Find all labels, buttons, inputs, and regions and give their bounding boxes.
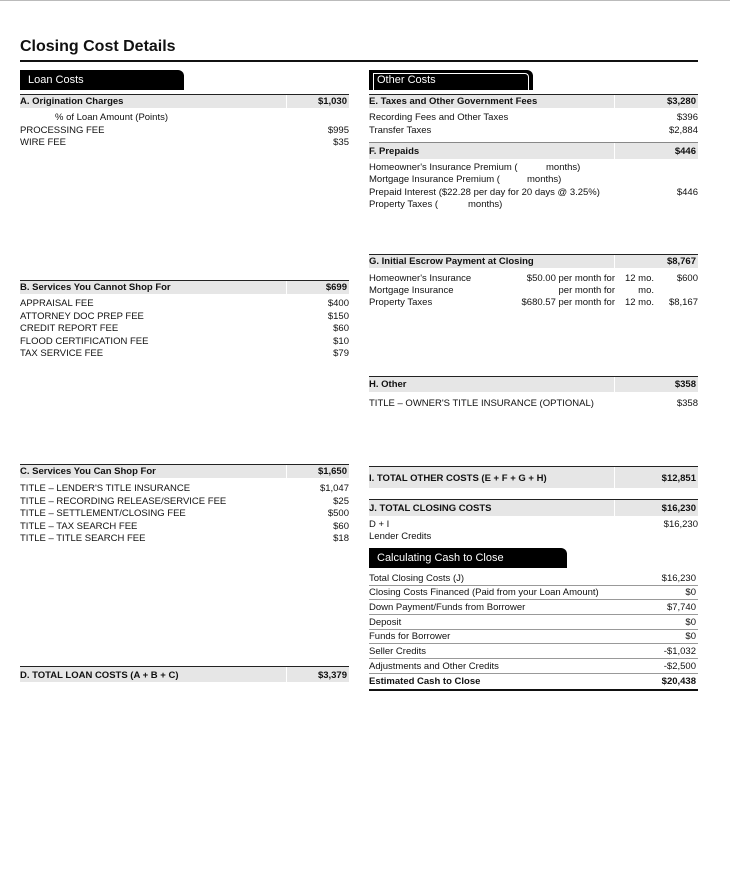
a-item-amount: $35 bbox=[333, 137, 349, 148]
cash-row-label: Deposit bbox=[369, 617, 402, 628]
g-item-rate: $50.00 per month for bbox=[526, 273, 615, 284]
cash-total-label: Estimated Cash to Close bbox=[369, 676, 481, 687]
section-f-label: F. Prepaids bbox=[369, 146, 420, 157]
section-d-total: $3,379 bbox=[317, 670, 347, 681]
b-item-amount: $60 bbox=[333, 323, 349, 334]
section-c-label: C. Services You Can Shop For bbox=[20, 466, 156, 477]
section-a-label: A. Origination Charges bbox=[20, 96, 124, 107]
c-item-name: TITLE – LENDER'S TITLE INSURANCE bbox=[20, 483, 191, 494]
cash-row-label: Funds for Borrower bbox=[369, 631, 451, 642]
section-h-total: $358 bbox=[674, 379, 696, 390]
a-item-amount: $995 bbox=[327, 125, 349, 136]
cash-row bbox=[369, 645, 698, 659]
cash-row bbox=[369, 586, 698, 600]
j-line-label: D + I bbox=[369, 519, 390, 530]
section-f-total: $446 bbox=[674, 146, 696, 157]
g-item-months: 12 mo. bbox=[624, 273, 654, 284]
cash-row-amount: -$1,032 bbox=[663, 646, 696, 657]
section-e-total: $3,280 bbox=[666, 96, 696, 107]
section-j-total: $16,230 bbox=[661, 503, 696, 514]
section-a-total: $1,030 bbox=[317, 96, 347, 107]
section-j-header bbox=[369, 499, 698, 516]
b-item-amount: $400 bbox=[327, 298, 349, 309]
h-item-amount: $358 bbox=[676, 398, 698, 409]
f-item-name: Prepaid Interest ($22.28 per day for 20 days @ 3.25%) bbox=[369, 187, 600, 198]
section-e-header bbox=[369, 94, 698, 108]
section-h-label: H. Other bbox=[369, 379, 407, 390]
section-b-header bbox=[20, 280, 349, 294]
g-item-name: Mortgage Insurance bbox=[369, 285, 454, 296]
title-rule bbox=[20, 60, 698, 62]
cash-row bbox=[369, 616, 698, 630]
cash-row bbox=[369, 601, 698, 615]
b-item-name: CREDIT REPORT FEE bbox=[20, 323, 119, 334]
cash-row bbox=[369, 572, 698, 586]
g-item-amount: $8,167 bbox=[668, 297, 698, 308]
other-costs-tab: Other Costs bbox=[369, 70, 533, 90]
section-d-header bbox=[20, 666, 349, 682]
c-item-name: TITLE – SETTLEMENT/CLOSING FEE bbox=[20, 508, 186, 519]
h-item-name: TITLE – OWNER'S TITLE INSURANCE (OPTIONAL) bbox=[369, 398, 594, 409]
a-item-name: PROCESSING FEE bbox=[20, 125, 105, 136]
section-d-label: D. TOTAL LOAN COSTS (A + B + C) bbox=[20, 670, 179, 681]
points-label: % of Loan Amount (Points) bbox=[55, 112, 169, 123]
f-item-suffix: months) bbox=[468, 199, 503, 210]
cash-to-close-tab: Calculating Cash to Close bbox=[369, 548, 567, 568]
f-item-amount: $446 bbox=[676, 187, 698, 198]
g-item-rate: per month for bbox=[558, 285, 615, 296]
b-item-amount: $79 bbox=[333, 348, 349, 359]
g-item-months: 12 mo. bbox=[624, 297, 654, 308]
a-item-name: WIRE FEE bbox=[20, 137, 66, 148]
f-item-suffix: months) bbox=[527, 174, 562, 185]
section-i-header bbox=[369, 466, 698, 488]
cash-row-amount: $7,740 bbox=[666, 602, 696, 613]
b-item-name: FLOOD CERTIFICATION FEE bbox=[20, 336, 149, 347]
top-border bbox=[0, 0, 730, 1]
cash-row-amount: $0 bbox=[685, 631, 696, 642]
b-item-name: APPRAISAL FEE bbox=[20, 298, 94, 309]
cash-row bbox=[369, 630, 698, 644]
section-b-label: B. Services You Cannot Shop For bbox=[20, 282, 171, 293]
e-item-name: Transfer Taxes bbox=[369, 125, 432, 136]
c-item-name: TITLE – RECORDING RELEASE/SERVICE FEE bbox=[20, 496, 227, 507]
c-item-amount: $500 bbox=[327, 508, 349, 519]
e-item-name: Recording Fees and Other Taxes bbox=[369, 112, 509, 123]
section-i-total: $12,851 bbox=[661, 473, 696, 484]
page-title: Closing Cost Details bbox=[20, 38, 176, 55]
section-h-header bbox=[369, 376, 698, 392]
g-item-name: Property Taxes bbox=[369, 297, 433, 308]
section-g-header bbox=[369, 254, 698, 268]
cash-total-amount: $20,438 bbox=[661, 676, 696, 687]
c-item-amount: $25 bbox=[333, 496, 349, 507]
b-item-amount: $10 bbox=[333, 336, 349, 347]
c-item-amount: $60 bbox=[333, 521, 349, 532]
b-item-name: ATTORNEY DOC PREP FEE bbox=[20, 311, 144, 322]
f-item-name: Mortgage Insurance Premium ( bbox=[369, 174, 500, 185]
cash-row-label: Total Closing Costs (J) bbox=[369, 573, 465, 584]
section-g-total: $8,767 bbox=[666, 256, 696, 267]
cash-row-amount: -$2,500 bbox=[663, 661, 696, 672]
section-g-label: G. Initial Escrow Payment at Closing bbox=[369, 256, 534, 267]
cash-row-amount: $0 bbox=[685, 617, 696, 628]
e-item-amount: $396 bbox=[676, 112, 698, 123]
c-item-amount: $18 bbox=[333, 533, 349, 544]
b-item-amount: $150 bbox=[327, 311, 349, 322]
cash-row-label: Seller Credits bbox=[369, 646, 427, 657]
g-item-amount: $600 bbox=[676, 273, 698, 284]
section-e-label: E. Taxes and Other Government Fees bbox=[369, 96, 538, 107]
g-item-months: mo. bbox=[638, 285, 654, 296]
cash-row-label: Down Payment/Funds from Borrower bbox=[369, 602, 526, 613]
g-item-name: Homeowner's Insurance bbox=[369, 273, 472, 284]
cash-total-row bbox=[369, 675, 698, 691]
section-b-total: $699 bbox=[325, 282, 347, 293]
cash-row bbox=[369, 660, 698, 674]
c-item-amount: $1,047 bbox=[319, 483, 349, 494]
e-item-amount: $2,884 bbox=[668, 125, 698, 136]
lender-credits-label: Lender Credits bbox=[369, 531, 432, 542]
cash-row-label: Closing Costs Financed (Paid from your Loan Amount) bbox=[369, 587, 599, 598]
cash-row-amount: $16,230 bbox=[661, 573, 696, 584]
loan-costs-tab: Loan Costs bbox=[20, 70, 184, 90]
c-item-name: TITLE – TAX SEARCH FEE bbox=[20, 521, 138, 532]
section-c-header bbox=[20, 464, 349, 478]
f-item-suffix: months) bbox=[546, 162, 581, 173]
cash-row-amount: $0 bbox=[685, 587, 696, 598]
f-item-name: Property Taxes ( bbox=[369, 199, 438, 210]
g-item-rate: $680.57 per month for bbox=[521, 297, 615, 308]
section-j-label: J. TOTAL CLOSING COSTS bbox=[369, 503, 492, 514]
c-item-name: TITLE – TITLE SEARCH FEE bbox=[20, 533, 146, 544]
cash-row-label: Adjustments and Other Credits bbox=[369, 661, 499, 672]
f-item-name: Homeowner's Insurance Premium ( bbox=[369, 162, 518, 173]
b-item-name: TAX SERVICE FEE bbox=[20, 348, 104, 359]
section-i-label: I. TOTAL OTHER COSTS (E + F + G + H) bbox=[369, 473, 547, 484]
j-line-amount: $16,230 bbox=[663, 519, 698, 530]
section-c-total: $1,650 bbox=[317, 466, 347, 477]
section-a-header bbox=[20, 94, 349, 108]
section-f-header bbox=[369, 142, 698, 159]
